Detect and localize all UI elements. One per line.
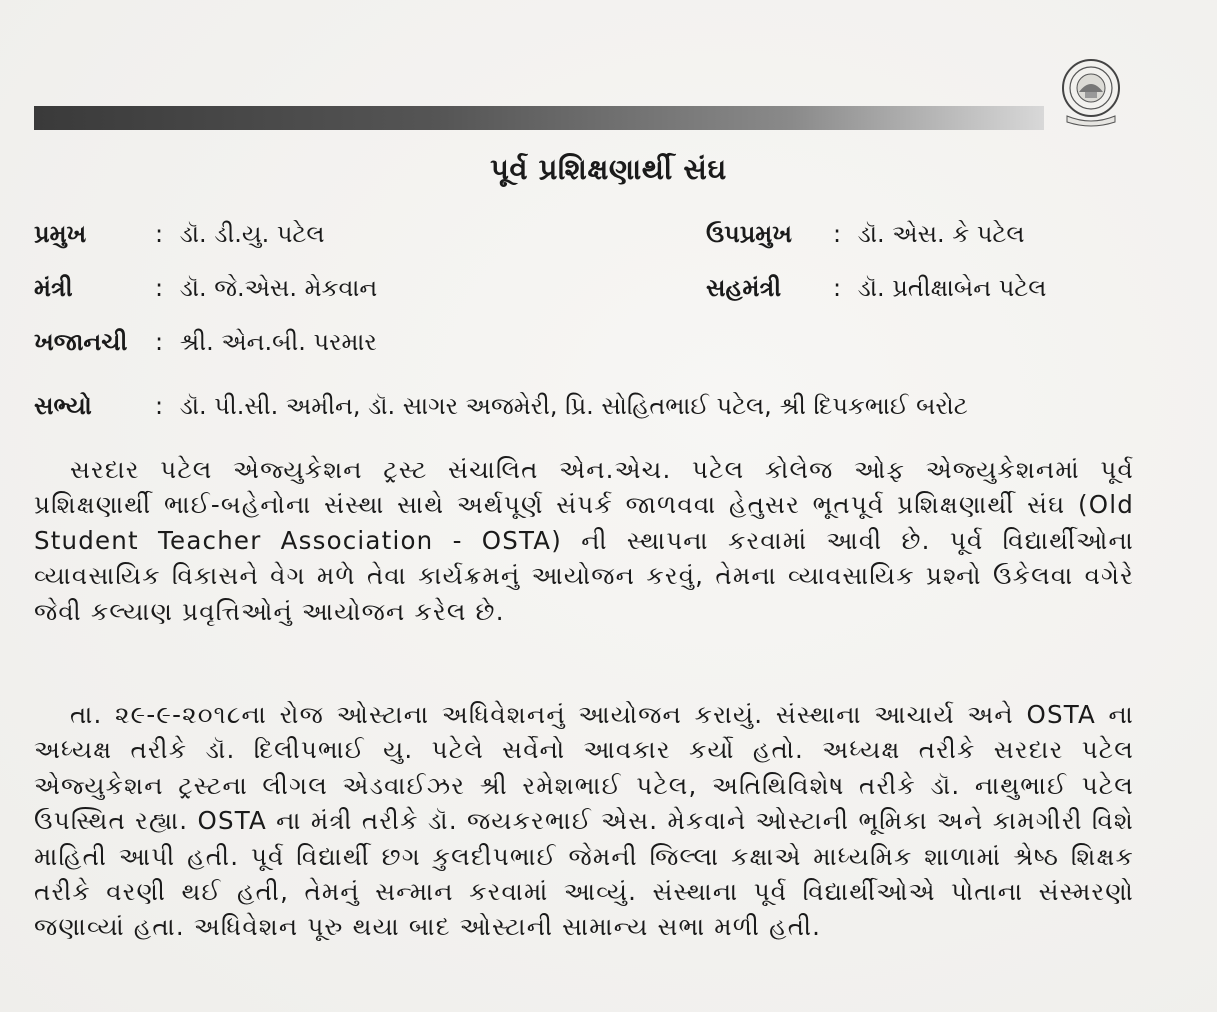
treasurer-role: ખજાનચી	[34, 328, 128, 356]
separator: :	[154, 392, 164, 420]
members-row	[34, 390, 968, 422]
vice-president-row	[706, 218, 1025, 250]
president-row	[34, 218, 325, 250]
president-name: ડૉ. ડી.યુ. પટેલ	[179, 220, 325, 248]
separator: :	[154, 328, 164, 356]
separator: :	[832, 220, 842, 248]
joint-secretary-name: ડૉ. પ્રતીક્ષાબેન પટેલ	[857, 274, 1047, 302]
intro-paragraph: સરદાર પટેલ એજ્યુકેશન ટ્રસ્ટ સંચાલિત એન.એચ. પટેલ કોલેજ ઓફ એજ્યુકેશનમાં પૂર્વ પ્રશિક્ષણાર્થી ભાઈ-બહેનોના સંસ્થા સાથે અર્થપૂર્ણ સંપર્ક જાળવવા હેતુસર ભૂતપૂર્વ પ્રશિક્ષણાર્થી સંઘ (Old Student Teacher Association - OSTA) ની સ્થાપના કરવામાં આવી છે. પૂર્વ વિદ્યાર્થીઓના વ્યાવસાયિક વિકાસને વેગ મળે તેવા કાર્યક્રમનું આયોજન કરવું, તેમના વ્યાવસાયિક પ્રશ્નો ઉકેલવા વગેરે જેવી કલ્યાણ પ્રવૃત્તિઓનું આયોજન કરેલ છે.	[34, 455, 1134, 626]
joint-secretary-row	[706, 272, 1046, 304]
joint-secretary-role: સહમંત્રી	[706, 274, 782, 302]
vice-president-name: ડૉ. એસ. કે પટેલ	[857, 220, 1025, 248]
members-names: ડૉ. પી.સી. અમીન, ડૉ. સાગર અજમેરી, પ્રિ. સોહિતભાઈ પટેલ, શ્રી દિપકભાઈ બરોટ	[179, 392, 968, 420]
college-logo-icon	[1055, 56, 1127, 128]
treasurer-row	[34, 326, 377, 358]
secretary-role: મંત્રી	[34, 274, 73, 302]
page-title: પૂર્વ પ્રશિક્ષણાર્થી સંઘ	[490, 152, 727, 186]
separator: :	[832, 274, 842, 302]
vice-president-role: ઉપપ્રમુખ	[706, 220, 792, 248]
president-role: પ્રમુખ	[34, 220, 87, 248]
treasurer-name: શ્રી. એન.બી. પરમાર	[179, 328, 377, 356]
separator: :	[154, 220, 164, 248]
secretary-name: ડૉ. જે.એસ. મેકવાન	[179, 274, 378, 302]
secretary-row	[34, 272, 377, 304]
event-paragraph: તા. ૨૯-૯-૨૦૧૮ના રોજ ઓસ્ટાના અધિવેશનનું આયોજન કરાયું. સંસ્થાના આચાર્ય અને OSTA ના અધ્યક્ષ તરીકે ડૉ. દિલીપભાઈ યુ. પટેલે સર્વેનો આવકાર કર્યો હતો. અધ્યક્ષ તરીકે સરદાર પટેલ એજ્યુકેશન ટ્રસ્ટના લીગલ એડવાઈઝર શ્રી રમેશભાઈ પટેલ, અતિથિવિશેષ તરીકે ડૉ. નાથુભાઈ પટેલ ઉપસ્થિત રહ્યા. OSTA ના મંત્રી તરીકે ડૉ. જયકરભાઈ એસ. મેકવાને ઓસ્ટાની ભૂમિકા અને કામગીરી વિશે માહિતી આપી હતી. પૂર્વ વિદ્યાર્થી છગ કુલદીપભાઈ જેમની જિલ્લા કક્ષાએ માધ્યમિક શાળામાં શ્રેષ્ઠ શિક્ષક તરીકે વરણી થઈ હતી, તેમનું સન્માન કરવામાં આવ્યું. સંસ્થાના પૂર્વ વિદ્યાર્થીઓએ પોતાના સંસ્મરણો જણાવ્યાં હતા. અધિવેશન પૂરુ થયા બાદ ઓસ્ટાની સામાન્ય સભા મળી હતી.	[34, 700, 1134, 942]
members-role: સભ્યો	[34, 392, 92, 420]
separator: :	[154, 274, 164, 302]
header-gradient-bar	[34, 106, 1044, 130]
